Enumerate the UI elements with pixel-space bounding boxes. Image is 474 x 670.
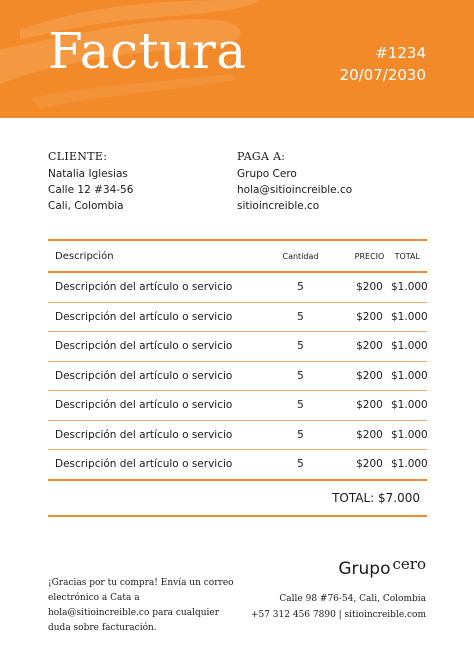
item-quantity: 5: [297, 281, 304, 294]
logo-superscript-text: cero: [392, 555, 426, 573]
company-footer: [250, 555, 426, 623]
payee-email: hola@sitioincreible.co: [237, 184, 353, 196]
item-total: $1.000: [391, 340, 428, 353]
payee-website: sitioincreible.co: [237, 200, 320, 212]
item-total: $1.000: [391, 458, 428, 471]
table-row: [48, 421, 427, 450]
item-description: Descripción del artículo o servicio: [55, 369, 233, 382]
item-quantity: 5: [297, 369, 304, 382]
client-label: CLIENTE:: [48, 150, 108, 163]
grand-total: TOTAL: $7.000: [332, 490, 420, 505]
header-quantity: Cantidad: [282, 251, 319, 261]
item-price: $200: [356, 340, 383, 353]
item-description: Descripción del artículo o servicio: [55, 428, 233, 441]
payee-label: PAGA A:: [237, 150, 286, 163]
table-header-row: [48, 241, 427, 271]
invoice-meta: [340, 42, 426, 86]
table-row: [48, 303, 427, 332]
header-total: TOTAL: [394, 251, 420, 261]
header-price: PRECIO: [354, 251, 385, 261]
item-total: $1.000: [391, 310, 428, 323]
payee-block: [237, 149, 352, 214]
item-description: Descripción del artículo o servicio: [55, 310, 233, 323]
company-logo: [251, 555, 426, 579]
payee-name: Grupo Cero: [237, 168, 297, 180]
invoice-number: #1234: [375, 44, 426, 62]
item-description: Descripción del artículo o servicio: [55, 281, 233, 294]
invoice-date: 20/07/2030: [339, 66, 426, 84]
client-address: Calle 12 #34-56: [48, 184, 134, 196]
invoice-table: [48, 239, 427, 517]
table-row: [48, 450, 427, 479]
item-price: $200: [356, 428, 383, 441]
item-total: $1.000: [391, 399, 428, 412]
table-row: [48, 332, 427, 361]
item-quantity: 5: [297, 340, 304, 353]
item-price: $200: [356, 369, 383, 382]
divider: [48, 515, 427, 517]
invoice-header: [0, 0, 474, 118]
item-price: $200: [356, 458, 383, 471]
item-price: $200: [356, 399, 383, 412]
item-quantity: 5: [297, 428, 304, 441]
item-description: Descripción del artículo o servicio: [55, 458, 233, 471]
item-quantity: 5: [297, 310, 304, 323]
item-price: $200: [356, 310, 383, 323]
item-total: $1.000: [391, 281, 428, 294]
item-description: Descripción del artículo o servicio: [55, 399, 233, 412]
table-row: [48, 391, 427, 420]
item-price: $200: [356, 281, 383, 294]
logo-main-text: Grupo: [338, 559, 391, 579]
company-contact: +57 312 456 7890 | sitioincreible.com: [250, 610, 426, 620]
item-total: $1.000: [391, 428, 428, 441]
header-description: Descripción: [55, 250, 114, 262]
item-quantity: 5: [297, 458, 304, 471]
item-total: $1.000: [391, 369, 428, 382]
table-row: [48, 362, 427, 391]
item-description: Descripción del artículo o servicio: [55, 340, 233, 353]
item-quantity: 5: [297, 399, 304, 412]
client-city: Cali, Colombia: [48, 200, 124, 212]
client-name: Natalia Iglesias: [48, 168, 128, 180]
thank-you-note: ¡Gracias por tu compra! Envía un correo electrónico a Cata a hola@sitioincreible.co para cualquier duda sobre facturación.: [48, 578, 234, 633]
company-address: Calle 98 #76-54, Cali, Colombia: [279, 594, 426, 604]
table-row: [48, 273, 427, 302]
client-block: [48, 149, 133, 214]
invoice-title: Factura: [48, 22, 247, 80]
